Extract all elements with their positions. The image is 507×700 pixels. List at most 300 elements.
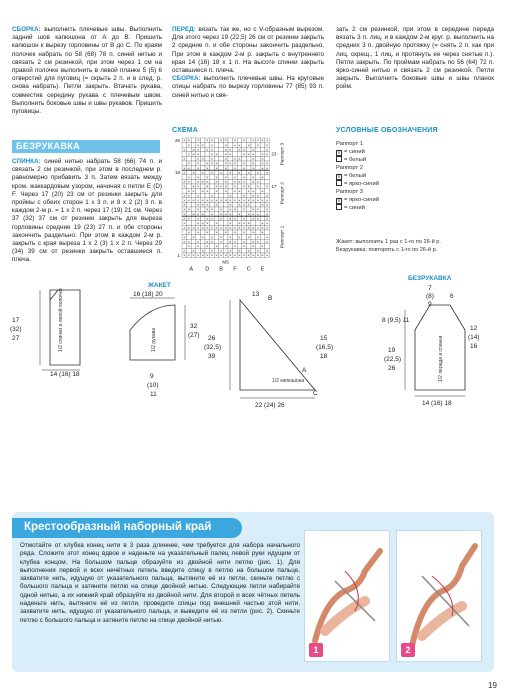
chart-cross-mark: ×	[206, 175, 209, 180]
chart-cell	[251, 143, 256, 148]
chart-cross-mark: ×	[252, 138, 255, 143]
chart-cross-mark: ×	[183, 198, 186, 203]
chart-cross-mark: ×	[206, 198, 209, 203]
chart-cross-mark: ×	[252, 180, 255, 185]
back-paragraph	[12, 158, 162, 265]
chart-cross-mark: ×	[256, 138, 260, 143]
chart-cross-mark: ×	[196, 216, 200, 221]
chart-cross-mark: ×	[256, 249, 260, 254]
chart-cell	[228, 175, 233, 180]
chart-cross-mark: ×	[219, 216, 223, 221]
chart-cell	[246, 207, 251, 212]
p3-point-c: C	[313, 390, 318, 397]
p3-h-a: 26	[208, 335, 216, 342]
chart-cross-mark: ×	[242, 180, 246, 185]
chart-cell	[200, 161, 205, 166]
chart-cross-mark: ×	[233, 253, 237, 258]
chart-cross-mark: ×	[201, 189, 204, 194]
chart-cross-mark: ×	[265, 253, 269, 258]
chart-cross-mark: ×	[187, 216, 191, 221]
chart-cross-mark: ×	[201, 221, 204, 226]
chart-cross-mark: ×	[247, 170, 250, 175]
chart-cell	[205, 170, 210, 175]
legend-box-cross: x	[337, 174, 341, 180]
legend-box-empty	[336, 204, 342, 210]
chart-cell	[191, 175, 196, 180]
chart-cell	[219, 179, 224, 184]
chart-column-letter: C	[246, 266, 251, 273]
chart-cell	[237, 166, 242, 171]
chart-cross-mark: ×	[183, 147, 186, 152]
chart-row-labels-left	[175, 138, 181, 258]
chart-cell	[260, 235, 265, 240]
chart-cross-mark: ×	[229, 170, 232, 175]
chart-cell	[237, 230, 242, 235]
chart-cross-mark: ×	[210, 147, 214, 152]
chart-cell	[246, 193, 251, 198]
chart-cell	[182, 175, 187, 180]
chart-cross-mark: ×	[210, 216, 214, 221]
chart-cross-mark: ×	[201, 253, 204, 258]
chart-cell	[228, 230, 233, 235]
chart-cross-mark: ×	[187, 239, 191, 244]
chart-cross-mark: ×	[261, 198, 264, 203]
chart-cross-mark: ×	[252, 193, 255, 198]
chart-cell	[233, 147, 241, 152]
chart-cross-mark: ×	[192, 189, 195, 194]
chart-cross-mark: ×	[265, 198, 269, 203]
chart-cross-mark: ×	[252, 198, 255, 203]
chart-cross-mark: ×	[238, 157, 241, 162]
chart-cross-mark: ×	[261, 253, 264, 258]
chart-cell	[246, 239, 251, 244]
chart-cell	[187, 156, 192, 161]
assembly-heading: СБОРКА:	[12, 26, 41, 33]
chart-cross-mark: ×	[196, 147, 200, 152]
chart-column-letter: B	[219, 266, 223, 273]
chart-cross-mark: ×	[219, 253, 223, 258]
chart-cell	[265, 230, 270, 235]
chart-cross-mark: ×	[233, 180, 237, 185]
legend-box-cross: x	[337, 150, 341, 156]
chart-cross-mark: ×	[201, 180, 204, 185]
chart-cross-mark: ×	[252, 226, 255, 231]
chart-cross-mark: ×	[265, 166, 269, 171]
chart-cross-mark: ×	[242, 161, 246, 166]
chart-cross-mark: ×	[187, 193, 191, 198]
chart-cross-mark: ×	[224, 230, 227, 235]
chart-cross-mark: ×	[187, 207, 191, 212]
chart-cell	[242, 143, 247, 148]
legend-repeat-2-title: Раппорт 2	[336, 165, 363, 171]
chart-repeat-label: Раппорт 2	[280, 182, 286, 205]
chart-cell	[223, 202, 228, 207]
chart-cell	[260, 193, 265, 198]
chart-cell	[200, 138, 205, 143]
chart-cell	[214, 147, 219, 152]
chart-cross-mark: ×	[242, 216, 246, 221]
chart-cross-mark: ×	[247, 249, 250, 254]
chart-cell	[260, 184, 265, 189]
chart-cross-mark: ×	[242, 244, 246, 249]
chart-cross-mark: ×	[252, 166, 255, 171]
chart-cross-mark: ×	[247, 143, 250, 148]
chart-cross-mark: ×	[187, 253, 191, 258]
chart-cross-mark: ×	[242, 221, 246, 226]
chart-cross-mark: ×	[256, 226, 260, 231]
p2-bottom-a: 9	[150, 373, 154, 380]
chart-cross-mark: ×	[192, 235, 195, 240]
chart-ms-label: MS	[222, 259, 230, 265]
chart-cross-mark: ×	[252, 157, 255, 162]
chart-cell	[200, 166, 205, 171]
chart-cross-mark: ×	[183, 207, 186, 212]
bezrukavka-label: БЕЗРУКАВКА	[408, 275, 452, 282]
chart-cross-mark: ×	[196, 184, 200, 189]
chart-cross-mark: ×	[224, 226, 227, 231]
chart-cross-mark: ×	[229, 207, 232, 212]
chart-cell	[214, 156, 219, 161]
chart-cross-mark: ×	[233, 157, 237, 162]
chart-cell	[191, 179, 196, 184]
chart-cross-mark: ×	[229, 147, 232, 152]
neck-finish-paragraph	[336, 26, 494, 92]
chart-cell	[246, 166, 251, 171]
p1-width-c: 27	[12, 335, 20, 342]
p3-side-c: 18	[320, 353, 328, 360]
chart-cross-mark: ×	[210, 198, 214, 203]
chart-cross-mark: ×	[201, 157, 204, 162]
p3-point-a: A	[302, 367, 307, 374]
chart-cross-mark: ×	[183, 170, 186, 175]
chart-cell	[242, 212, 247, 217]
p4-r-c: 16	[470, 343, 478, 350]
chart-cell	[237, 244, 242, 249]
chart-cross-mark: ×	[210, 212, 214, 217]
chart-cross-mark: ×	[247, 253, 250, 258]
legend-repeat-3-title: Раппорт 3	[336, 189, 363, 195]
chart-cell	[228, 179, 233, 184]
chart-cross-mark: ×	[252, 253, 255, 258]
chart-cell	[200, 239, 205, 244]
chart-cell	[246, 138, 251, 143]
chart-cell	[205, 193, 210, 198]
chart-cross-mark: ×	[192, 212, 195, 217]
chart-cell	[251, 184, 256, 189]
chart-cell	[233, 152, 238, 157]
chart-cross-mark: ×	[201, 170, 204, 175]
chart-cell	[265, 244, 270, 249]
p4-h-c: 26	[388, 365, 396, 372]
chart-cell	[182, 244, 187, 249]
chart-cross-mark: ×	[247, 198, 250, 203]
p4-h-b: (22,5)	[384, 356, 401, 363]
chart-cross-mark: ×	[261, 138, 264, 143]
chart-cross-mark: ×	[265, 193, 269, 198]
chart-cross-mark: ×	[252, 161, 255, 166]
chart-cross-mark: ×	[183, 138, 186, 143]
chart-cross-mark: ×	[196, 152, 200, 157]
chart-cross-mark: ×	[206, 216, 209, 221]
chart-cross-mark: ×	[256, 216, 260, 221]
chart-cell	[228, 184, 233, 189]
assembly-paragraph	[12, 26, 162, 116]
chart-cross-mark: ×	[192, 170, 195, 175]
note-jacket: Жакет: выполнить 1 раз с 1-го по 26-й р.	[336, 239, 441, 245]
chart-cross-mark: ×	[265, 138, 269, 143]
chart-cross-mark: ×	[224, 152, 227, 157]
chart-cross-mark: ×	[219, 226, 223, 231]
chart-cell	[214, 170, 219, 175]
p3-bottom: 22 (24) 26	[255, 402, 285, 409]
pattern-hood	[240, 300, 315, 390]
chart-cell	[242, 189, 247, 194]
chart-cross-mark: ×	[196, 212, 200, 217]
chart-cross-mark: ×	[210, 249, 214, 254]
chart-cell	[187, 202, 192, 207]
chart-cross-mark: ×	[215, 189, 218, 194]
chart-cross-mark: ×	[256, 198, 260, 203]
chart-cell	[219, 230, 224, 235]
chart-cell	[246, 156, 251, 161]
chart-cross-mark: ×	[196, 175, 200, 180]
p1-width-a: 17	[12, 317, 20, 324]
chart-cell	[237, 239, 242, 244]
chart-cross-mark: ×	[233, 189, 237, 194]
chart-cell	[182, 143, 187, 148]
front-paragraph	[172, 26, 324, 100]
chart-cross-mark: ×	[201, 212, 204, 217]
chart-cross-mark: ×	[265, 226, 269, 231]
chart-cross-mark: ×	[215, 166, 218, 171]
chart-cell	[251, 170, 256, 175]
cast-on-title-bar	[12, 518, 242, 538]
chart-cross-mark: ×	[261, 230, 264, 235]
chart-cell	[260, 216, 265, 221]
front-text: вязать так же, но с V-образным вырезом. Для этого через 19 (22,5) 26 см от резинки закрыть 2 средние п. и обе стороны закончить раздельно. При этом в каждом 2-м р. закрыть с внутреннего края 14 (16) 18 х 1 п. На высоте спинки закрыть оставшиеся п. плеча.	[172, 26, 325, 75]
chart-cross-mark: ×	[224, 143, 227, 148]
chart-cross-mark: ×	[265, 161, 269, 166]
chart-cross-mark: ×	[206, 166, 209, 171]
chart-column-letter: E	[260, 266, 265, 273]
chart-cross-mark: ×	[224, 244, 227, 249]
chart-cross-mark: ×	[261, 189, 264, 194]
legend-box-cross: x	[337, 198, 341, 204]
chart-cross-mark: ×	[210, 253, 214, 258]
chart-cross-mark: ×	[229, 221, 232, 226]
chart-grid	[182, 138, 269, 258]
chart-cell	[256, 161, 264, 166]
chart-cell	[228, 156, 233, 161]
chart-cross-mark: ×	[224, 180, 227, 185]
chart-cross-mark: ×	[229, 212, 232, 217]
chart-cross-mark: ×	[206, 221, 209, 226]
chart-cross-mark: ×	[215, 184, 218, 189]
chart-cell	[205, 152, 210, 157]
chart-cell	[256, 189, 264, 194]
chart-cell	[196, 189, 201, 194]
p1-width-b: (32)	[10, 326, 22, 333]
chart-cell	[246, 175, 251, 180]
chart-cross-mark: ×	[233, 239, 237, 244]
chart-cross-mark: ×	[233, 230, 237, 235]
chart-cross-mark: ×	[187, 230, 191, 235]
chart-cross-mark: ×	[206, 161, 209, 166]
chart-cross-mark: ×	[183, 212, 186, 217]
chart-cell	[246, 216, 251, 221]
front-heading: ПЕРЕД:	[172, 26, 196, 33]
chart-cross-mark: ×	[196, 193, 200, 198]
chart-cross-mark: ×	[206, 147, 209, 152]
chart-cross-mark: ×	[238, 170, 241, 175]
chart-cross-mark: ×	[247, 189, 250, 194]
chart-cell	[265, 179, 270, 184]
legend-item: = ярко-синий	[336, 180, 466, 188]
chart-cross-mark: ×	[219, 235, 223, 240]
chart-cell	[256, 202, 264, 208]
chart-cross-mark: ×	[196, 230, 200, 235]
chart-cell	[196, 248, 201, 253]
assembly-text: выполнить плечевые швы. Выполнить задний шов капюшона от А до В. Пришить капюшон к вырезу горловины от В до С. По краям полочек набрать по 58 (68) 78 п. синей нитью и связать 2 см резинкой, при этом через 1 см на правой полочке выполнить в левой планке 5 (5) 6 отверстий для пуговиц (= скрыть 2 п. и в след. р. снова набрать). Петли закрыть. Втачать рукава, совместив середину рукава с плечевым швом. Выполнить боковые швы и швы рукавов. Пришить пуговицы.	[12, 26, 162, 116]
chart-cell	[260, 248, 265, 253]
chart-cross-mark: ×	[256, 207, 260, 212]
chart-cell	[214, 138, 219, 143]
chart-cross-mark: ×	[201, 198, 204, 203]
chart-cell	[205, 248, 210, 253]
chart-cross-mark: ×	[192, 184, 195, 189]
chart-cross-mark: ×	[233, 184, 237, 189]
chart-cell	[251, 221, 256, 226]
chart-cross-mark: ×	[256, 253, 260, 258]
chart-cross-mark: ×	[215, 226, 218, 231]
chart-cell	[242, 170, 247, 175]
chart-cross-mark: ×	[219, 207, 223, 212]
chart-cell	[182, 161, 187, 166]
cast-on-panel	[12, 512, 494, 672]
chart-cell	[251, 202, 256, 207]
chart-cross-mark: ×	[233, 175, 237, 180]
chart-cross-mark: ×	[206, 226, 209, 231]
p2-h-b: (27)	[188, 332, 200, 339]
chart-cross-mark: ×	[261, 221, 264, 226]
chart-cross-mark: ×	[233, 216, 237, 221]
chart-cross-mark: ×	[219, 239, 223, 244]
chart-row-label: 17	[271, 183, 277, 189]
chart-cross-mark: ×	[187, 189, 191, 194]
chart-cross-mark: ×	[196, 166, 200, 171]
chart-cross-mark: ×	[210, 235, 214, 240]
chart-cell	[191, 216, 196, 221]
chart-cell	[200, 216, 205, 221]
chart-cell	[251, 235, 256, 240]
chart-cross-mark: ×	[206, 189, 209, 194]
chart-cross-mark: ×	[265, 249, 269, 254]
chart-cell	[223, 207, 228, 212]
chart-cross-mark: ×	[206, 207, 209, 212]
chart-cell	[233, 170, 241, 175]
chart-cross-mark: ×	[238, 143, 241, 148]
chart-row-label: 26	[174, 137, 180, 143]
chart-cross-mark: ×	[192, 249, 195, 254]
chart-cell	[233, 202, 241, 208]
chart-cell	[214, 207, 219, 212]
chart-cell	[187, 235, 195, 240]
chart-cross-mark: ×	[261, 226, 264, 231]
neck-finish-text: зать 2 см резинкой, при этом в середине переда вязать 3 п. лиц. и в каждом 2-м круг. р. выполнить на средних 3 п. двойную протяжку (= снять 2 п. как при лиц. скрещ., 1 лиц. и протянуть ее через снятые п.). Петли закрыть. По проймам набрать по 56 (64) 72 п. ярко-синей нитью и связать 2 см резинкой. Петли закрыть. Выполнить боковые швы и швы планок ройм.	[336, 26, 494, 91]
chart-cell	[260, 212, 265, 217]
p2-piece-label: 1/2 рукава	[151, 327, 157, 352]
chart-cell	[256, 230, 264, 235]
chart-cell	[187, 147, 195, 152]
p4-side: 8 (9,5) 11	[382, 317, 410, 324]
chart-cell	[246, 230, 251, 235]
chart-cross-mark: ×	[233, 138, 237, 143]
chart-cross-mark: ×	[196, 244, 200, 249]
chart-cell	[219, 202, 224, 207]
chart-cross-mark: ×	[183, 235, 186, 240]
chart-cell	[191, 161, 196, 166]
chart-cell	[200, 230, 205, 235]
chart-cross-mark: ×	[238, 226, 241, 231]
chart-cross-mark: ×	[252, 189, 255, 194]
chart-cross-mark: ×	[233, 143, 237, 148]
chart-cell	[210, 230, 218, 235]
p4-bottom: 14 (16) 18	[422, 400, 452, 407]
chart-cross-mark: ×	[215, 244, 218, 249]
chart-cell	[219, 152, 224, 157]
chart-cross-mark: ×	[242, 138, 246, 143]
p4-top-c: 9	[428, 301, 432, 308]
chart-cell	[228, 138, 233, 143]
chart-cross-mark: ×	[215, 230, 218, 235]
chart-cell	[233, 212, 241, 217]
chart-cell	[196, 170, 201, 175]
chart-cell	[191, 143, 196, 148]
chart-cell	[200, 193, 205, 198]
chart-cell	[182, 230, 187, 235]
chart-cross-mark: ×	[229, 249, 232, 254]
chart-cross-mark: ×	[242, 230, 246, 235]
chart-cross-mark: ×	[229, 235, 232, 240]
chart-cross-mark: ×	[252, 207, 255, 212]
chart-cross-mark: ×	[229, 161, 232, 166]
p4-top-d: 6	[450, 293, 454, 300]
chart-cross-mark: ×	[256, 212, 260, 217]
chart-cell	[237, 207, 242, 212]
p4-top-b: (8)	[426, 293, 434, 300]
chart-cell	[256, 156, 264, 162]
chart-cell	[214, 216, 219, 221]
chart-cross-mark: ×	[206, 138, 209, 143]
chart-cell	[246, 161, 251, 166]
chart-cross-mark: ×	[247, 221, 250, 226]
p4-r-a: 12	[470, 325, 478, 332]
illustration-1-badge: 1	[309, 643, 323, 657]
chart-cell	[223, 221, 228, 226]
chart-cross-mark: ×	[210, 193, 214, 198]
chart-cell	[200, 175, 205, 180]
chart-column-letter: A	[189, 266, 194, 273]
chart-cross-mark: ×	[187, 161, 191, 166]
chart-cross-mark: ×	[265, 152, 269, 157]
chart-cross-mark: ×	[215, 180, 218, 185]
chart-cell	[196, 235, 201, 240]
chart-cross-mark: ×	[242, 184, 246, 189]
chart-cell	[260, 207, 265, 212]
chart-cross-mark: ×	[265, 216, 269, 221]
cast-on-text: Отмотайте от клубка конец нити в 3 раза длиннее, чем требуется для набора начального ряда. Сложите этот конец вдвое и наденьте на указательный палец левой руки идущим от клубка концом. На большом пальце образуйте из двойной нити петлю (рис. 1). Для выполнения первой и всех нечётных петель введите спицу в петлю на большом пальце, захватите нить, идущую от указательного пальца, вытяните её из петли, скиньте петлю с большого пальца и затяните петлю на спице двойной нитью. Следующие петли набирайте одной нитью, а их нижний край образуйте из двойной нити. Для второй и всех чётных петель наденьте нить, вытяните её из петли, проведите спицы под внешней частью этой нити, захватите нить, идущую от указательного пальца, и выведите её из петли (рис. 2). Скиньте петлю с большого пальца и затяните петлю на спице двойной нитью.	[20, 542, 300, 624]
chart-cell	[219, 175, 224, 180]
